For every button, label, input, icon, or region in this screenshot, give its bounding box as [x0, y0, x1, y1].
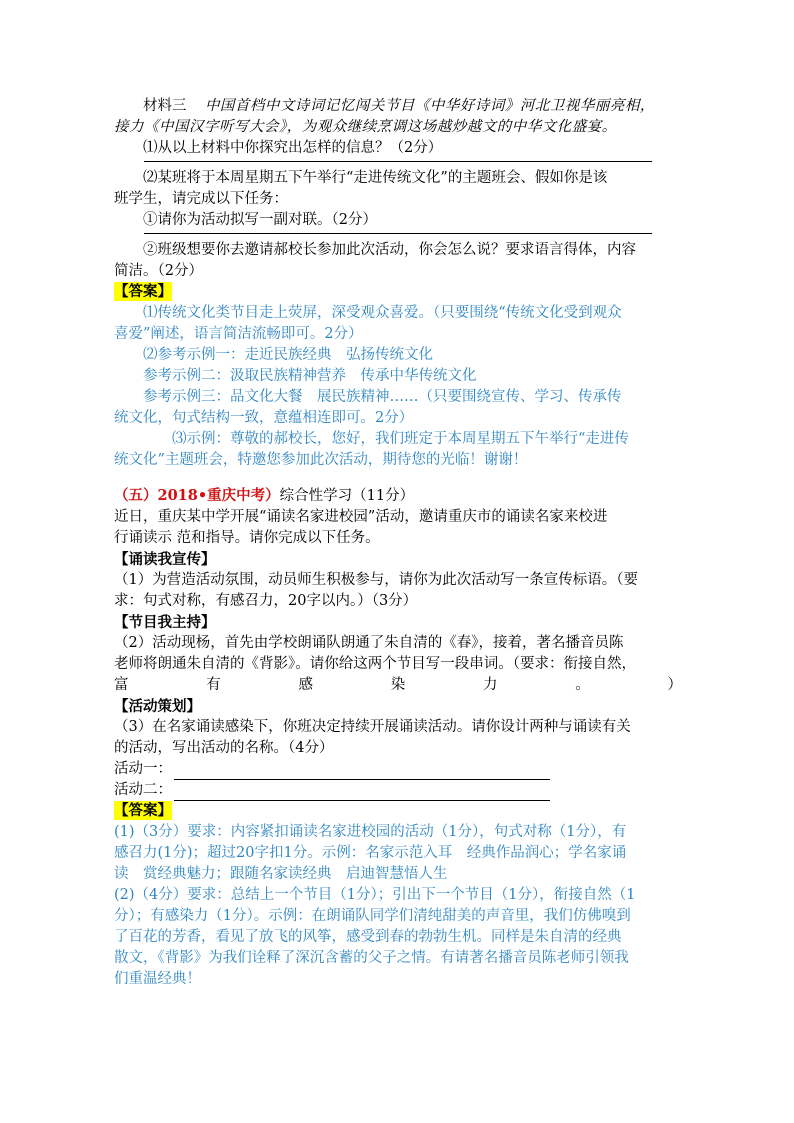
task-2-line1: （2）活动现杨，首先由学校朗诵队朗通了朱自清的《春》，接着，著名播音员陈 [114, 635, 624, 651]
char: 力 [483, 677, 498, 693]
task-1-line1: （1）为营造活动氛围，动员师生积极参与，请你为此次活动写一条宣传标语。（要 [114, 572, 638, 588]
section-5-intro-line2: 行诵读示 范和指导。请你完成以下任务。 [114, 530, 380, 546]
s5-answer-1-line3: 读 赏经典魅力；跟随名家读经典 启迪智慧悟人生 [114, 866, 448, 882]
s5-answer-2-line4: 散文，《背影》为我们诠释了深沉含蓄的父子之情。有请著名播音员陈老师引领我 [114, 950, 629, 966]
task-3-line1: （3）在名家诵读感染下，你班决定持续开展诵读活动。请你设计两种与诵读有关 [114, 719, 631, 735]
material-three [114, 96, 682, 117]
question-2-task2-line1: ②班级想要你去邀请郝校长参加此次活动，你会怎么说？要求语言得体，内容 [143, 242, 636, 258]
question-2-line2: 班学生，请完成以下任务： [114, 191, 288, 207]
section-5-topic: 综合性学习（11分） [279, 488, 415, 504]
s5-answer-2-line2: 分）；有感染力（1分）。示例：在朗诵队同学们清纯甜美的声音里，我们仿佛嗅到 [114, 908, 631, 924]
task-2-line3 [114, 675, 682, 696]
activity-one-row [114, 759, 682, 780]
answer-2-line3: 参考示例三：品文化大餐 展民族精神……（只要围绕宣传、学习、传承传 [143, 389, 622, 405]
question-1: ⑴从以上材料中你探究出怎样的信息？（2分） [143, 140, 443, 156]
activity-one-label: 活动一： [114, 761, 172, 777]
material-text-line2: 接力《中国汉字听写大会》，为观众继续烹调这场越炒越文的中华文化盛宴。 [114, 119, 617, 135]
document-page [114, 96, 682, 990]
answer-line [144, 161, 652, 162]
heading-hosting: 【节目我主持】 [114, 614, 216, 631]
answer-3-line1: ⑶示例：尊敬的郝校长，您好，我们班定于本周星期五下午举行“走进传 [172, 431, 629, 447]
activity-one-blank [174, 762, 550, 780]
heading-promotion: 【诵读我宣传】 [114, 551, 216, 568]
char: ） [667, 677, 682, 693]
answer-3-line2: 统文化”主题班会，特邀您参加此次活动，期待您的光临！谢谢！ [114, 452, 528, 468]
task-3-line2: 的活动，写出活动的名称。（4分） [114, 740, 334, 756]
s5-answer-2-line1: (2)（4分）要求：总结上一个节目（1分）；引出下一个节目（1分），衔接自然（1 [114, 887, 636, 903]
answer-2-line4: 统文化，句式结构一致，意蕴相连即可。2分） [114, 410, 414, 426]
question-2-line1: ⑵某班将于本周星期五下午举行“走进传统文化”的主题班会、假如你是该 [143, 170, 608, 186]
question-2-task2-line2: 简洁。（2分） [114, 263, 203, 279]
char: 有 [206, 677, 221, 693]
char: 。 [575, 677, 590, 693]
s5-answer-2-line3: 了百花的芳香，看见了放飞的风筝，感受到春的勃勃生机。同样是朱自清的经典 [114, 929, 622, 945]
s5-answer-1-line2: 感召力(1分)；超过20字扣1分。示例：名家示范入耳 经典作品润心；学名家诵 [114, 845, 627, 861]
material-label: 材料三 [143, 98, 187, 114]
question-2-task1: ①请你为活动拟写一副对联。（2分） [143, 212, 377, 228]
section-5-source: （五）2018•重庆中考） [114, 487, 280, 504]
task-1-line2: 求：句式对称，有感召力，20字以内。）（3分） [114, 593, 418, 609]
char: 富 [114, 677, 129, 693]
char: 染 [390, 677, 406, 693]
s5-answer-2-line5: 们重温经典！ [114, 971, 201, 987]
task-2-line2: 老师将朗通朱自清的《背影》。请你给这两个节目写一段串词。（要求：衔接自然， [114, 656, 636, 672]
answer-line [144, 233, 652, 234]
answer-tag: 【答案】 [114, 802, 172, 819]
answer-2-line1: ⑵参考示例一：走近民族经典 弘扬传统文化 [143, 347, 433, 363]
char: 感 [298, 677, 313, 693]
answer-1-line2: 喜爱”阐述，语言简洁流畅即可。2分） [114, 326, 363, 342]
answer-tag: 【答案】 [114, 283, 172, 300]
answer-1-line1: ⑴传统文化类节目走上荧屏，深受观众喜爱。（只要围绕“传统文化受到观众 [143, 305, 622, 321]
section-5-title [114, 485, 682, 507]
activity-two-label: 活动二： [114, 782, 172, 798]
activity-two-blank [174, 783, 550, 801]
section-5-intro-line1: 近日，重庆某中学开展“诵读名家进校园”活动，邀请重庆市的诵读名家来校进 [114, 509, 608, 525]
material-text-line1: 中国首档中文诗词记忆闯关节目《中华好诗词》河北卫视华丽亮相， [204, 98, 655, 114]
s5-answer-1-line1: (1)（3分）要求：内容紧扣诵读名家进校园的活动（1分），句式对称（1分），有 [114, 824, 627, 840]
answer-2-line2: 参考示例二：汲取民族精神营养 传承中华传统文化 [143, 368, 477, 384]
heading-planning: 【活动策划】 [114, 698, 201, 715]
activity-two-row [114, 780, 682, 801]
